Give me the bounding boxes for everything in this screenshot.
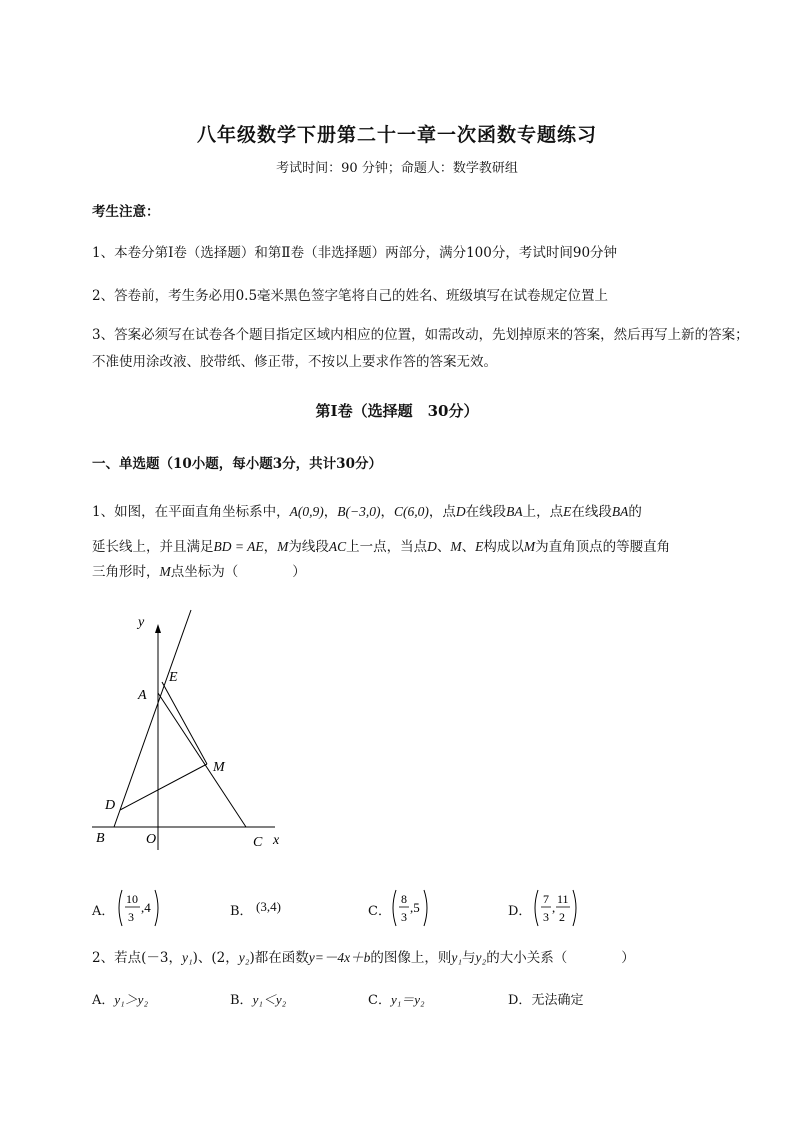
option-a-expression	[116, 888, 164, 928]
notice-item-2: 2、答卷前，考生务必用0.5毫米黑色签字笔将自己的姓名、班级填写在试卷规定位置上	[92, 288, 609, 304]
label-y: y	[138, 615, 145, 630]
exam-info: 考试时间：90 分钟；命题人：数学教研组	[276, 161, 518, 176]
option-d-expression	[532, 888, 582, 928]
label-E: E	[169, 670, 178, 685]
page-title: 八年级数学下册第二十一章一次函数专题练习	[196, 124, 597, 146]
label-B: B	[96, 831, 105, 846]
svg-text:2: 2	[559, 910, 565, 924]
notice-item-1: 1、本卷分第Ⅰ卷（选择题）和第Ⅱ卷（非选择题）两部分，满分100分，考试时间90分钟	[92, 245, 618, 261]
notice-item-3: 3、答案必须写在试卷各个题目指定区域内相应的位置，如需改动，先划掉原来的答案，然后再写上新的答案；不准使用涂改液、胶带纸、修正带，不按以上要求作答的答案无效。	[92, 327, 749, 370]
question-1-line-1: 1、如图，在平面直角坐标系中，A(0,9)，B(−3,0)，C(6,0)，点D在线段BA上，点E在线段BA的	[92, 504, 642, 520]
label-A: A	[138, 688, 147, 703]
question-2: 2、若点(－3，y₁)、(2，y₂)都在函数y=－4x＋b的图像上，则y₁与y₂的大小关系（ ）	[92, 950, 635, 966]
svg-text:3: 3	[543, 910, 549, 924]
q2-option-c[interactable]: C．y₁＝y₂	[368, 992, 425, 1008]
section-title: 第Ⅰ卷（选择题 30分）	[315, 402, 479, 420]
line-BA	[114, 610, 191, 827]
question-1-line-3: 三角形时，M点坐标为（ ）	[92, 564, 306, 580]
svg-text:8: 8	[401, 892, 407, 906]
label-D: D	[105, 798, 116, 813]
part-heading: 一、单选题（10小题，每小题3分，共计30分）	[92, 456, 382, 472]
label-M: M	[213, 760, 225, 775]
svg-text:3: 3	[401, 910, 407, 924]
segment-DM	[120, 764, 207, 810]
segment-EM	[162, 682, 207, 764]
q2-option-a[interactable]: A．y₁＞y₂	[92, 992, 148, 1008]
svg-text:,5: ,5	[410, 900, 420, 915]
q2-option-b[interactable]: B．y₁＜y₂	[230, 992, 287, 1008]
svg-text:3: 3	[128, 910, 134, 924]
notice-heading: 考生注意：	[92, 204, 160, 220]
svg-text:,4: ,4	[141, 900, 151, 915]
coordinate-figure	[80, 600, 310, 860]
label-O: O	[146, 832, 157, 847]
svg-text:,: ,	[552, 900, 556, 915]
segment-AC	[158, 693, 246, 827]
svg-text:11: 11	[557, 892, 569, 906]
label-x: x	[273, 833, 280, 848]
label-C: C	[253, 835, 263, 850]
svg-text:7: 7	[543, 892, 549, 906]
option-c-expression	[390, 888, 434, 928]
svg-text:10: 10	[126, 892, 138, 906]
y-axis-arrow	[155, 624, 161, 633]
question-1-line-2: 延长线上，并且满足BD = AE，M为线段AC上一点，当点D、M、E构成以M为直角顶点的等腰直角	[92, 539, 671, 555]
q2-option-d[interactable]: D．无法确定	[508, 993, 584, 1008]
